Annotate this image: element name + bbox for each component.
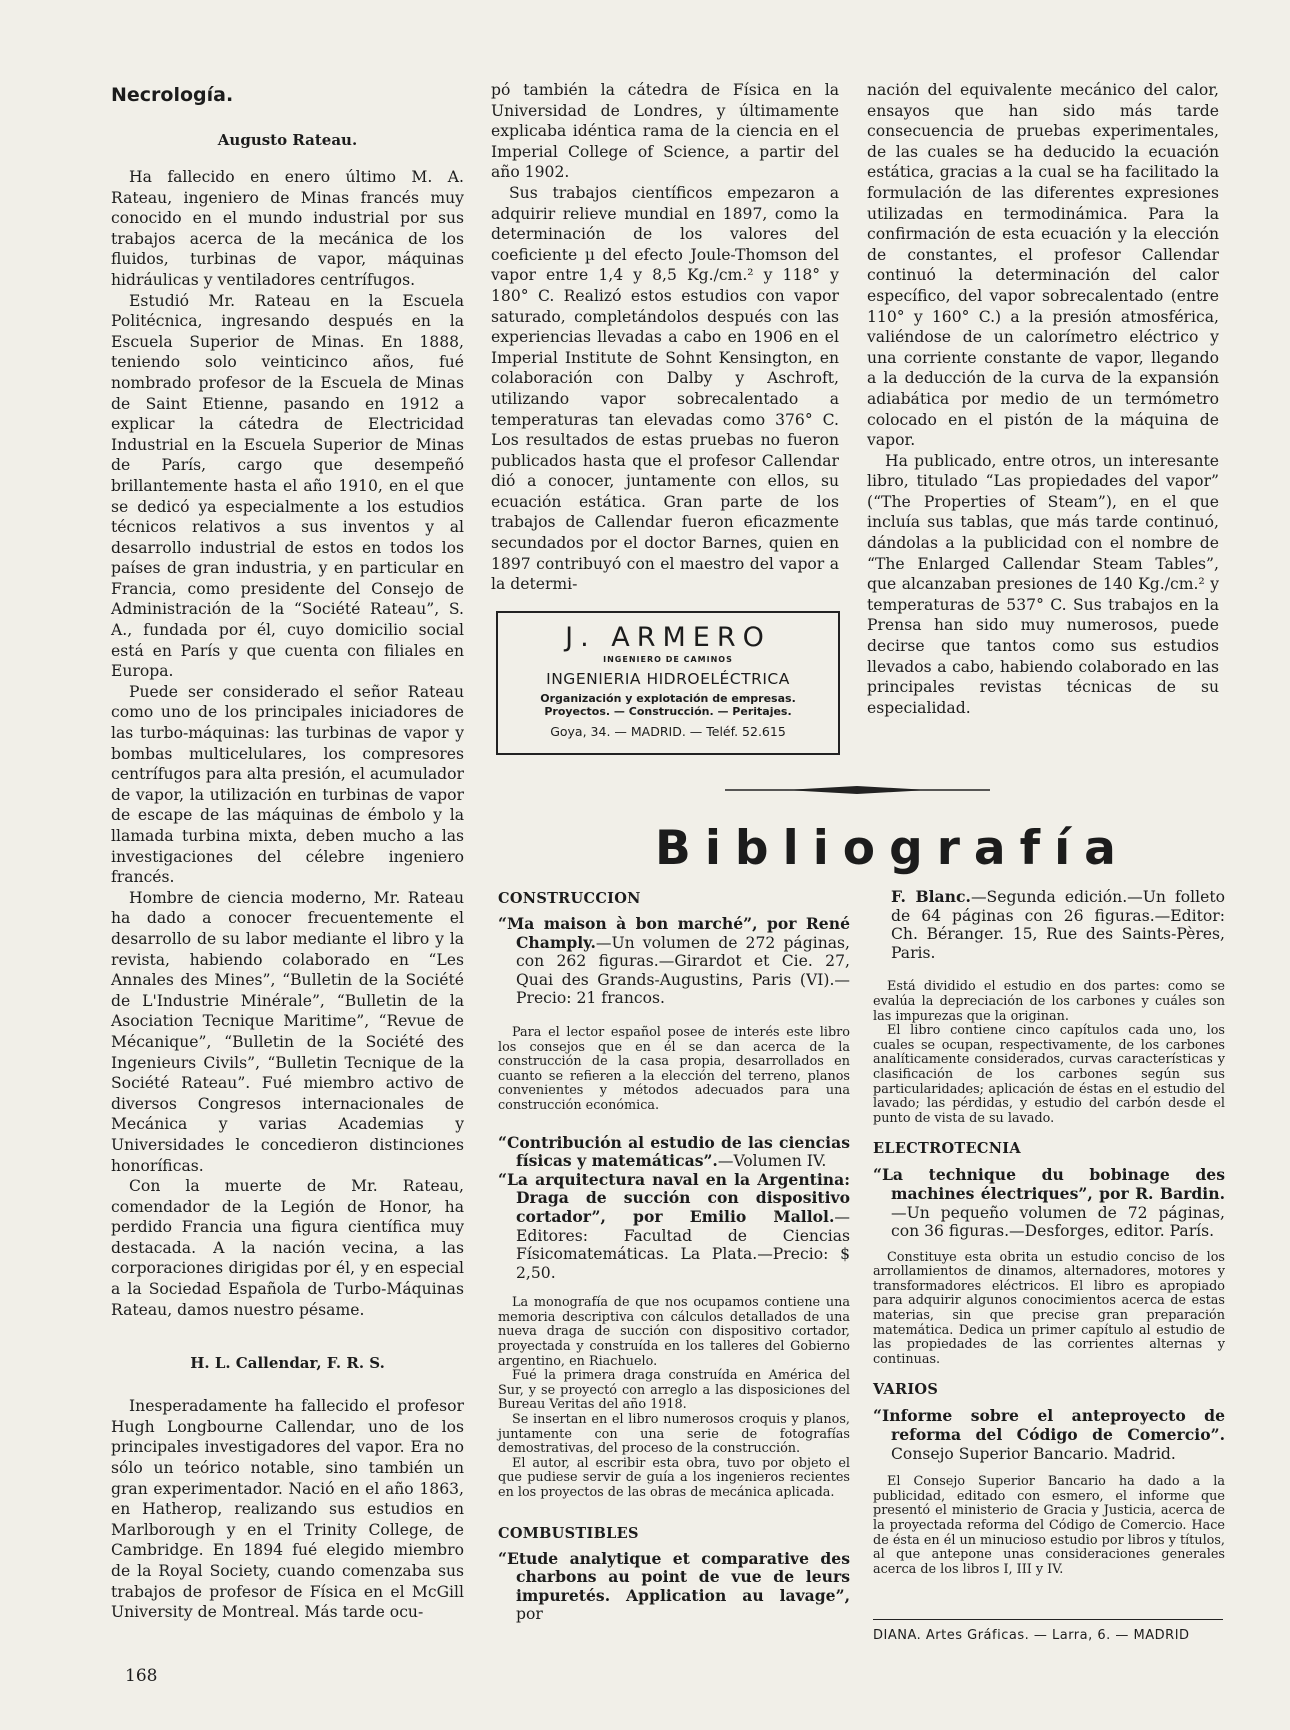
book-review: Para el lector español posee de interés este libro los consejos que en él se dan acerca de la construcción de la casa propia, desarrollados en cuanto se refieren a la elección del terreno, planos convenientes y métodos adecuados para una construcción económica. — [498, 1024, 850, 1113]
rateau-paragraph: Estudió Mr. Rateau en la Escuela Politécnica, ingresando después en la Escuela Superior de Minas. En 1888, teniendo solo veinticinco años, fué nombrado profesor de la Escuela de Minas de Saint Etienne, pasando en 1912 a explicar la cátedra de Electricidad Industrial en la Escuela Superior de Minas de París, cargo que desempeñó brillantemente hasta el año 1910, en el que se dedicó ya especialmente a los estudios técnicos relativos a sus inventos y al desarrollo industrial de estos en todos los países de gran industria, y en particular en Francia, como presidente del Consejo de Administración de la “Société Rateau”, S. A., fundada por él, cuyo domicilio social está en París y que cuenta con filiales en Europa. — [111, 291, 464, 681]
book-entry — [498, 1134, 850, 1171]
heading-electrotecnia: ELECTROTECNIA — [873, 1140, 1021, 1158]
book-review: El Consejo Superior Bancario ha dado a la publicidad, editado con esmero, el informe que presentó el ministerio de Gracia y Justicia, acerca de la proyectada reforma del Código de Comercio. Hace de ésta en él un minucioso estudio por libros y títulos, al que antepone unas consideraciones generales acerca de los libros I, III y IV. — [873, 1474, 1225, 1577]
ad-subtitle: INGENIERO DE CAMINOS — [603, 655, 733, 664]
callendar-paragraph: pó también la cátedra de Física en la Universidad de Londres, y últimamente explicaba idéntica rama de la ciencia en el Imperial College of Science, a partir del año 1902. — [491, 81, 839, 182]
book-details: —Un volumen de 272 páginas, con 262 figuras.—Girardot et Cie. 27, Quai des Grands-Augustins, Paris (VI).—Precio: 21 francos. — [516, 933, 850, 1008]
book-details: —Un pequeño volumen de 72 páginas, con 36 figuras.—Desforges, editor. París. — [891, 1203, 1225, 1241]
column-3-top — [867, 80, 1219, 718]
callendar-paragraph: Inesperadamente ha fallecido el profesor Hugh Longbourne Callendar, uno de los principales investigadores del vapor. Era no sólo un teórico notable, sino también un gran experimentador. Nació en el año 1863, en Hatherop, realizando sus estudios en Marlborough y en el Trinity College, de Cambridge. En 1894 fué elegido miembro de la Royal Society, cuando comenzaba sus trabajos de profesor de Física en el McGill University de Montreal. Más tarde ocu- — [111, 1397, 464, 1622]
book-details: Consejo Superior Bancario. Madrid. — [891, 1444, 1176, 1463]
book-title: “Contribución al estudio de las ciencias físicas y matemáticas”. — [498, 1132, 850, 1171]
callendar-heading: H. L. Callendar, F. R. S. — [190, 1354, 385, 1373]
advertisement-box — [496, 611, 840, 755]
rateau-paragraph: Con la muerte de Mr. Rateau, comendador de la Legión de Honor, ha perdido Francia una figura científica muy destacada. A la nación vecina, a las corporaciones dirigidas por él, y en especial a la Sociedad Española de Turbo-Máquinas Rateau, damos nuestro pésame. — [111, 1177, 464, 1319]
review-paragraph: La monografía de que nos ocupamos contiene una memoria descriptiva con cálculos detallados de una nueva draga de succión con dispositivo cortador, proyectada y construída en los talleres del Gobierno argentino, en Riachuelo. — [498, 1295, 850, 1369]
rateau-paragraph: Hombre de ciencia moderno, Mr. Rateau ha dado a conocer frecuentemente el desarrollo de su labor mediante el libro y la revista, habiendo colaborado en “Les Annales des Mines”, “Bulletin de la Société de L'Industrie Minérale”, “Bulletin de la Asociation Tecnique Maritime”, “Revue de Mécanique”, “Bulletin de la Société des Ingenieurs Civils”, “Bulletin Tecnique de la Société Rateau”. Fué miembro activo de diversos Congresos internacionales de Mecánica y varias Academias y Universidades le concedieron distinciones honoríficas. — [111, 888, 464, 1175]
ad-line: Proyectos. — Construcción. — Peritajes. — [544, 705, 792, 718]
callendar-paragraph: nación del equivalente mecánico del calor, ensayos que han sido más tarde consecuencia de pruebas experimentales, de las cuales se ha deducido la ecuación estática, gracias a la cual se ha facilitado la formulación de las diferentes expresiones utilizadas en termodinámica. Para la confirmación de esta ecuación y la elección de constantes, el profesor Callendar continuó la determinación del calor específico, del vapor sobrecalentado (entre 110° y 160° C.) a la presión atmosférica, valiéndose de un calorímetro eléctrico y una corriente constante de vapor, llegando a la deducción de la curva de la expansión adiabática por medio de un termómetro colocado en el pistón de la máquina de vapor. — [867, 81, 1219, 450]
ad-address: Goya, 34. — MADRID. — Teléf. 52.615 — [550, 724, 786, 739]
column-1 — [111, 84, 464, 1623]
book-entry — [498, 915, 850, 1008]
rateau-heading: Augusto Rateau. — [217, 131, 358, 149]
heading-varios: VARIOS — [873, 1381, 939, 1399]
ad-name: J. ARMERO — [565, 622, 771, 653]
book-details: —Segunda edición.—Un folleto de 64 páginas con 26 figuras.—Editor: Ch. Béranger. 15, Rue des Saints-Pères, Paris. — [891, 888, 1225, 962]
bibliografia-column-right — [873, 888, 1225, 1577]
review-paragraph: Está dividido el estudio en dos partes: como se evalúa la depreciación de los carbones y cuáles son las impurezas que la originan. — [873, 979, 1225, 1024]
review-paragraph: El libro contiene cinco capítulos cada uno, los cuales se ocupan, respectivamente, de los carbones analíticamente considerados, curvas características y clasificación de los carbones según sus particularidades; aplicación de éstas en el estudio del lavado; las pérdidas, y estudio del carbón desde el punto de vista de su lavado. — [873, 1023, 1225, 1126]
book-entry-continued — [873, 888, 1225, 962]
book-author: F. Blanc. — [891, 887, 971, 906]
heading-construccion: CONSTRUCCION — [498, 890, 641, 907]
section-title-necrologia: Necrología. — [111, 84, 234, 106]
book-details: —Volumen IV. — [717, 1152, 827, 1171]
review-paragraph: El autor, al escribir esta obra, tuvo por objeto el que pudiese servir de guía a los ingenieros recientes en los proyectos de las obras de mecánica aplicada. — [498, 1455, 850, 1500]
ad-line: Organización y explotación de empresas. — [540, 692, 796, 705]
rateau-paragraph: Ha fallecido en enero último M. A. Rateau, ingeniero de Minas francés muy conocido en el mundo industrial por sus trabajos acerca de la mecánica de los fluidos, turbinas de vapor, máquinas hidráulicas y ventiladores centrífugos. — [111, 168, 464, 289]
book-entry — [873, 1407, 1225, 1463]
book-title: “Informe sobre el anteproyecto de reforma del Código de Comercio”. — [873, 1406, 1225, 1445]
book-entry — [498, 1550, 850, 1624]
callendar-paragraph: Sus trabajos científicos empezaron a adquirir relieve mundial en 1897, como la determinación de los valores del coeficiente µ del efecto Joule-Thomson del vapor entre 1,4 y 8,5 Kg./cm.² y 118° y 180° C. Realizó estos estudios con vapor saturado, completándolos después con las experiencias llevadas a cabo en 1906 en el Imperial Institute de Sohnt Kensington, en colaboración con Dalby y Aschroft, utilizando vapor sobrecalentado a temperaturas tan elevadas como 376° C. Los resultados de estas pruebas no fueron publicados hasta que el profesor Callendar dió a conocer, juntamente con ellos, su ecuación estática. Gran parte de los trabajos de Callendar fueron eficazmente secundados por el doctor Barnes, quien en 1897 contribuyó con el maestro del vapor a la determi- — [491, 183, 839, 594]
ad-specialty: INGENIERIA HIDROELÉCTRICA — [546, 670, 790, 688]
book-details: por — [516, 1605, 543, 1624]
heading-combustibles: COMBUSTIBLES — [498, 1524, 639, 1542]
book-details: —Editores: Facultad de Ciencias Físicomatemáticas. La Plata.—Precio: $ 2,50. — [516, 1207, 850, 1282]
rateau-paragraph: Puede ser considerado el señor Rateau como uno de los principales iniciadores de las turbo-máquinas: las turbinas de vapor y bombas multicelulares, los compresores centrífugos para alta presión, el acumulador de vapor, la utilización en turbinas de vapor de escape de las máquinas de émbolo y la llamada turbina mixta, deben mucho a las investigaciones del célebre ingeniero francés. — [111, 682, 464, 887]
book-entry — [873, 1166, 1225, 1240]
page-number: 168 — [125, 1666, 158, 1686]
book-entry — [498, 1171, 850, 1283]
book-review: Constituye esta obrita un estudio conciso de los arrollamientos de dinamos, alternadores, motores y transformadores eléctricos. El libro es apropiado para adquirir algunos conocimientos acerca de estas materias, sin que precise gran preparación matemática. Dedica un primer capítulo al estudio de las propiedades de las corrientes alternas y continuas. — [873, 1249, 1225, 1367]
footer-rule — [873, 1619, 1223, 1620]
decorative-rule — [725, 785, 990, 795]
review-paragraph: Se insertan en el libro numerosos croquis y planos, juntamente con una serie de fotografías demostrativas, del proceso de la construcción. — [498, 1412, 850, 1457]
book-title: “Ma maison à bon marché”, por René Champly. — [498, 914, 850, 952]
bibliografia-column-left — [498, 890, 850, 1624]
book-title: “Etude analytique et comparative des charbons au point de vue de leurs impuretés. Application au lavage”, — [498, 1548, 850, 1605]
callendar-paragraph: Ha publicado, entre otros, un interesante libro, titulado “Las propiedades del vapor” (“The Properties of Steam”), en el que incluía sus tablas, que más tarde continuó, dándolas a la publicidad con el nombre de “The Enlarged Callendar Steam Tables”, que alcanzaban presiones de 140 Kg./cm.² y temperaturas de 537° C. Sus trabajos en la Prensa han sido muy numerosos, puede decirse que tantos como sus estudios llevados a cabo, habiendo colaborado en las principales revistas técnicas de su especialidad. — [867, 451, 1219, 717]
book-review — [498, 1296, 850, 1500]
book-title: “La technique du bobinage des machines électriques”, por R. Bardin. — [873, 1165, 1225, 1203]
review-paragraph: Fué la primera draga construída en América del Sur, y se proyectó con arreglo a las disposiciones del Bureau Veritas del año 1918. — [498, 1368, 850, 1413]
book-review — [873, 980, 1225, 1126]
column-2-top — [491, 80, 839, 595]
bibliografia-title: Bibliografía — [655, 821, 1130, 876]
printer-line: DIANA. Artes Gráficas. — Larra, 6. — MADRID — [873, 1628, 1190, 1643]
book-title: “La arquitectura naval en la Argentina: Draga de succión con dispositivo cortador”, por Emilio Mallol. — [498, 1169, 850, 1226]
